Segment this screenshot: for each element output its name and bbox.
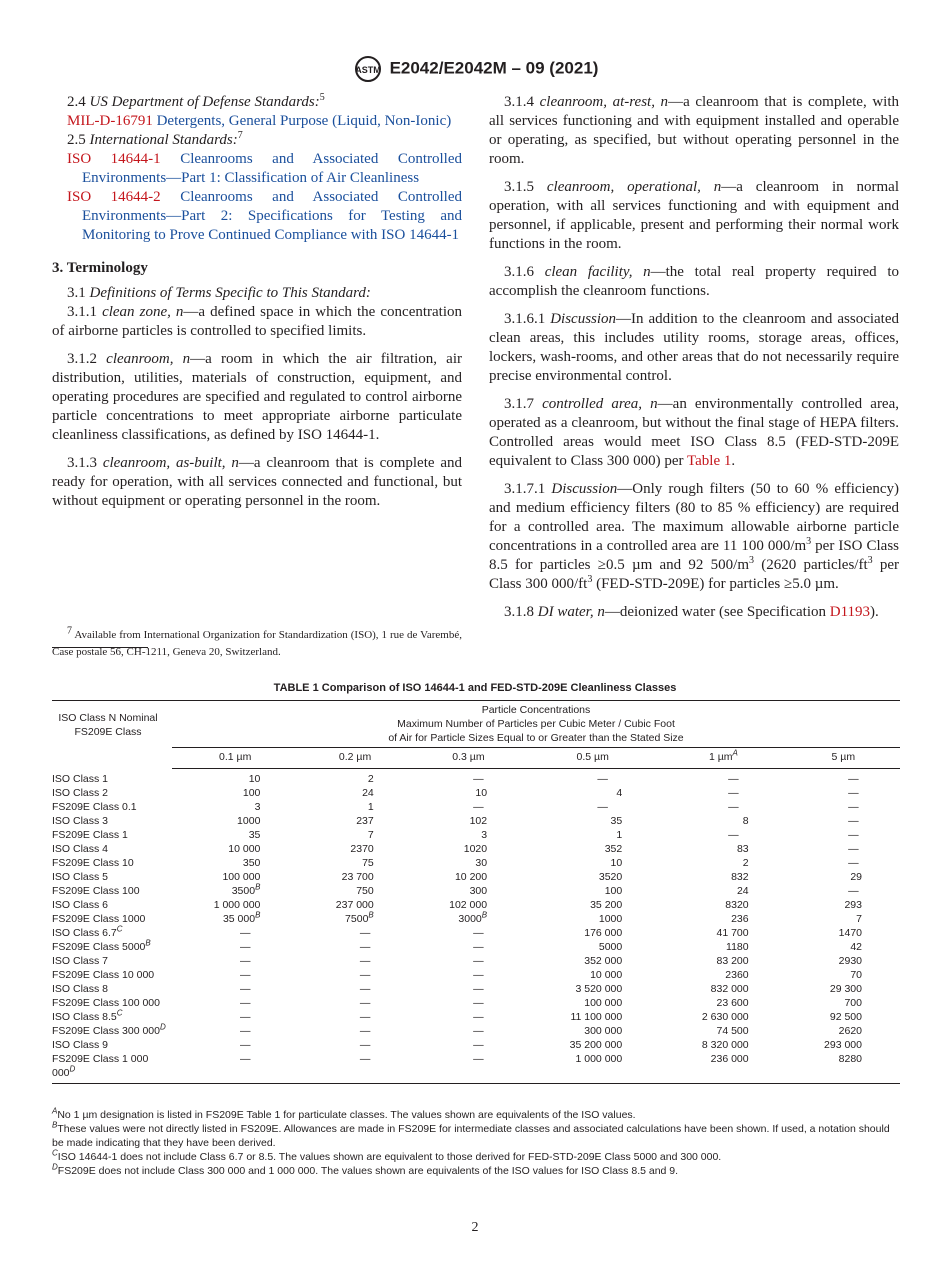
particle-count-cell: 41 700 <box>716 927 749 939</box>
table-1-link[interactable]: Table 1 <box>687 453 732 469</box>
discussion-3-1-6-1: 3.1.6.1 Discussion—In addition to the cleanroom and associated clean areas, this includes utility rooms, storage areas, offices, lockers, wash-rooms, and other areas that do not necessarily require precise environmental control. <box>489 311 900 384</box>
particle-count-cell: 8 <box>742 815 749 827</box>
ref-code[interactable]: MIL-D-16791 <box>67 113 153 129</box>
particle-count-cell: 92 500 <box>829 1011 862 1023</box>
table-row <box>52 968 900 982</box>
left-column <box>52 93 462 511</box>
particle-count-cell: 35 $000^B$ <box>222 910 261 925</box>
class-name-cell: ISO Class 8 <box>52 983 109 995</box>
footnote-7: $^7$ Available from International Organization for Standardization (ISO), 1 rue de Varembé, Case postale 56, CH-1211, Geneva 20, Switzerland. <box>52 625 462 658</box>
table-title: TABLE 1 Comparison of ISO 14644-1 and FED-STD-209E Cleanliness Classes <box>273 682 677 694</box>
discussion-3-1-7-1: 3.1.7.1 Discussion—Only rough filters (50 to 60 % efficiency) and medium efficiency filters (80 to 85 % efficiency) are required for a controlled area. The maximum allowable airborne particle concentrations in a controlled area are 11 100 $000/m^3$ per ISO Class 8.5 for particles ≥0.5 µm and 92 $500/m^3$ (2620 particles/$ft^3$ per Class 300 $000/ft^3$ (FED-STD-209E) for particles ≥5.0 µm. <box>489 481 899 592</box>
particle-count-cell: 7 <box>367 829 374 841</box>
particle-count-cell: 8280 <box>838 1053 862 1065</box>
class-name-cell: FS209E Class 1 000 $000^D$ <box>52 1053 149 1079</box>
particle-size-header: 0.5 µm <box>525 748 660 769</box>
particle-count-cell: 35 200 000 <box>569 1039 623 1051</box>
particle-count-cell: — <box>239 983 251 995</box>
particle-count-cell: — <box>473 955 484 967</box>
particle-count-cell: 293 000 <box>824 1039 862 1051</box>
particle-size-header: 0.2 µm <box>298 748 411 769</box>
ref-title[interactable]: Detergents, General Purpose (Liquid, Non-Ionic) <box>156 113 452 129</box>
table-row <box>52 898 900 912</box>
column-group-header: Particle Concentrations Maximum Number of Particles per Cubic Meter / Cubic Foot of Air for Particle Sizes Equal to or Greater than the Stated Size <box>172 701 900 748</box>
table-row <box>52 800 900 814</box>
table-row <box>52 982 900 996</box>
particle-count-cell: — <box>728 773 739 785</box>
class-name-cell: ISO Class 2 <box>52 787 109 799</box>
particle-count-cell: 74 500 <box>716 1025 749 1037</box>
table-row <box>52 769 900 787</box>
ref-mil-d-16791[interactable] <box>52 112 462 131</box>
particle-count-cell: 750 <box>356 885 374 897</box>
particle-count-cell: 1000 <box>237 815 261 827</box>
particle-count-cell: 100 <box>604 885 623 897</box>
particle-count-cell: 83 <box>736 843 749 855</box>
particle-count-cell: 293 <box>844 899 862 911</box>
class-name-cell: ISO Class 7 <box>52 955 109 967</box>
particle-count-cell: 42 <box>850 941 862 953</box>
table-row <box>52 912 900 926</box>
class-name-cell: ISO Class 6 <box>52 899 109 911</box>
particle-count-cell: — <box>848 773 859 785</box>
class-name-cell: FS209E Class 1 <box>52 829 128 841</box>
table-row <box>52 1024 900 1038</box>
definition-3-1-6: 3.1.6 clean facility, n—the total real property required to accomplish the cleanroom functions. <box>489 264 900 299</box>
particle-count-cell: 5000 <box>598 941 623 953</box>
particle-size-header: 0.3 µm <box>412 748 525 769</box>
particle-count-cell: 23 600 <box>716 997 749 1009</box>
particle-count-cell: — <box>473 983 484 995</box>
particle-count-cell: 2360 <box>725 969 749 981</box>
particle-count-cell: 3 <box>481 829 488 841</box>
table-row <box>52 926 900 940</box>
particle-count-cell: — <box>473 801 484 813</box>
svg-text:ASTM: ASTM <box>354 65 381 75</box>
definition-3-1-7: 3.1.7 controlled area, n—an environmentally controlled area, operated as a cleanroom, but without the final stage of HEPA filters. Controlled areas would meet ISO Class 8.5 (FED-STD-209E equivalent to Class 300 000) per Table 1. <box>489 396 900 469</box>
particle-count-cell: 1180 <box>726 941 749 953</box>
particle-size-header: 5 µm <box>787 748 900 769</box>
particle-count-cell: $7500^B$ <box>345 910 374 925</box>
section-3-1: 3.1 Definitions of Terms Specific to This Standard: <box>67 285 371 301</box>
particle-count-cell: 236 <box>731 913 749 925</box>
class-name-cell: ISO Class 9 <box>52 1039 109 1051</box>
particle-count-cell: 2620 <box>838 1025 862 1037</box>
particle-count-cell: 10 <box>610 857 623 869</box>
table-footnote: $^B$These values were not directly listed in FS209E. Allowances are made in FS209E for intermediate classes and associated calculations have been shown. If used, a notation should be made indicating that they have been derived. <box>52 1120 890 1149</box>
particle-count-cell: — <box>359 1053 371 1065</box>
particle-count-cell: — <box>848 857 859 869</box>
particle-count-cell: 176 000 <box>584 927 623 939</box>
class-name-cell: FS209E Class 10 000 <box>52 969 155 981</box>
table-row <box>52 954 900 968</box>
particle-count-cell: 2 630 000 <box>701 1011 749 1023</box>
definition-3-1-5: 3.1.5 cleanroom, operational, n—a cleanroom in normal operation, with all services functioning and with equipment and personnel, if applicable, present and performing their normal work functions in the room. <box>489 179 900 252</box>
particle-count-cell: — <box>239 1039 251 1051</box>
particle-count-cell: 24 <box>362 787 374 799</box>
particle-count-cell: — <box>473 941 484 953</box>
particle-count-cell: 1000 <box>598 913 623 925</box>
ref-iso-14644-1[interactable] <box>52 150 462 188</box>
particle-count-cell: 23 700 <box>341 871 374 883</box>
particle-count-cell: 29 300 <box>829 983 862 995</box>
particle-size-header: 1 µm$^A$ <box>660 748 786 769</box>
particle-count-cell: 35 200 <box>590 899 623 911</box>
particle-count-cell: 35 <box>248 829 261 841</box>
particle-count-cell: 2370 <box>350 843 374 855</box>
particle-count-cell: — <box>473 1053 484 1065</box>
particle-count-cell: — <box>359 983 371 995</box>
ref-title[interactable]: Cleanrooms and Associated Controlled Environments—Part 2: Specifications for Testing and Monitoring to Prove Continued Compliance with ISO 14644-1 <box>82 189 462 243</box>
particle-count-cell: — <box>359 969 371 981</box>
particle-count-cell: 11 100 000 <box>570 1011 623 1023</box>
particle-count-cell: 1 <box>367 801 374 813</box>
particle-count-cell: 1 <box>616 829 623 841</box>
particle-count-cell: — <box>473 997 484 1009</box>
particle-count-cell: — <box>597 773 608 785</box>
class-name-cell: FS209E Class 100 <box>52 885 140 897</box>
particle-count-cell: — <box>473 1039 484 1051</box>
right-column <box>489 93 899 622</box>
table-footnote: $^C$ISO 14644-1 does not include Class 6.7 or 8.5. The values shown are equivalent to those derived for FED-STD-209E Class 5000 and 300 000. <box>52 1148 722 1163</box>
definition-3-1-1: 3.1.1 clean zone, n—a defined space in which the concentration of airborne particles is controlled to specified limits. <box>52 304 463 339</box>
particle-count-cell: — <box>239 1011 251 1023</box>
particle-count-cell: 1 000 000 <box>575 1053 623 1065</box>
particle-count-cell: 10 200 <box>454 871 488 883</box>
particle-count-cell: — <box>359 1011 371 1023</box>
particle-count-cell: — <box>728 829 739 841</box>
particle-count-cell: 8 320 000 <box>701 1039 749 1051</box>
particle-count-cell: — <box>239 955 251 967</box>
particle-count-cell: 10 000 <box>228 843 261 855</box>
particle-count-cell: — <box>597 801 608 813</box>
class-name-cell: FS209E Class 100 000 <box>52 997 160 1009</box>
particle-count-cell: 30 <box>475 857 488 869</box>
particle-count-cell: — <box>239 997 251 1009</box>
definition-3-1-8: 3.1.8 DI water, n—deionized water (see Specification D1193). <box>504 604 879 620</box>
section-2-5: 2.5 International Standards:$^7$ <box>67 130 243 148</box>
table-row <box>52 856 900 870</box>
particle-count-cell: 352 <box>604 843 623 855</box>
particle-count-cell: — <box>848 801 859 813</box>
particle-count-cell: — <box>473 773 484 785</box>
particle-count-cell: — <box>473 927 484 939</box>
table-footnote: $^A$No 1 µm designation is listed in FS209E Table 1 for particulate classes. The values shown are equivalents of the ISO values. <box>52 1106 636 1121</box>
class-name-cell: FS209E Class 10 <box>52 857 134 869</box>
particle-count-cell: — <box>359 927 371 939</box>
definition-3-1-2: 3.1.2 cleanroom, n—a room in which the air filtration, air distribution, utilities, materials of construction, equipment, and operating procedures are specified and regulated to control airborne particle concentrations to meet appropriate airborne particulate cleanliness classifications, as defined by ISO 14644-1. <box>52 351 462 443</box>
particle-count-cell: 3 520 000 <box>575 983 623 995</box>
particle-count-cell: 100 000 <box>222 871 261 883</box>
table-row <box>52 996 900 1010</box>
particle-count-cell: 102 000 <box>449 899 488 911</box>
class-name-cell: FS209E Class 0.1 <box>52 801 137 813</box>
particle-count-cell: 1470 <box>838 927 862 939</box>
particle-count-cell: 100 000 <box>584 997 623 1009</box>
particle-count-cell: — <box>473 1025 484 1037</box>
particle-count-cell: 3520 <box>598 871 623 883</box>
table-row <box>52 814 900 828</box>
particle-count-cell: — <box>239 927 251 939</box>
particle-count-cell: 102 <box>469 815 488 827</box>
particle-count-cell: — <box>473 969 484 981</box>
class-name-cell: ISO Class 4 <box>52 843 109 855</box>
particle-count-cell: — <box>239 1053 251 1065</box>
particle-count-cell: 75 <box>362 857 374 869</box>
document-designation: E2042/E2042M – 09 (2021) <box>389 58 599 78</box>
page-number: 2 <box>471 1220 479 1235</box>
class-name-cell: FS209E Class $5000^B$ <box>52 938 151 953</box>
particle-count-cell: — <box>239 1025 251 1037</box>
particle-count-cell: 70 <box>850 969 862 981</box>
ref-title[interactable]: Cleanrooms and Associated Controlled Environments—Part 1: Classification of Air Cleanliness <box>82 151 462 186</box>
particle-count-cell: 10 <box>475 787 488 799</box>
table-row <box>52 842 900 856</box>
particle-count-cell: — <box>359 1025 371 1037</box>
d1193-link[interactable]: D1193 <box>829 604 871 620</box>
particle-count-cell: — <box>239 941 251 953</box>
ref-iso-14644-2[interactable] <box>52 188 462 245</box>
definition-3-1-4: 3.1.4 cleanroom, at-rest, n—a cleanroom that is complete, with all services functioning and with equipment installed and operable or operating, as specified, but without operating personnel in the room. <box>489 94 899 167</box>
class-name-cell: FS209E Class 1000 <box>52 913 146 925</box>
class-name-cell: ISO Class 3 <box>52 815 109 827</box>
particle-count-cell: — <box>848 829 859 841</box>
particle-count-cell: 832 000 <box>710 983 749 995</box>
particle-count-cell: — <box>359 955 371 967</box>
table-footnote: $^D$FS209E does not include Class 300 000 and 1 000 000. The values shown are equivalents of the ISO values for ISO Class 8.5 and 9. <box>52 1162 679 1177</box>
particle-count-cell: 1 000 000 <box>213 899 261 911</box>
particle-count-cell: 100 <box>242 787 261 799</box>
particle-count-cell: 237 000 <box>335 899 374 911</box>
particle-count-cell: — <box>848 885 859 897</box>
table-row <box>52 828 900 842</box>
definition-3-1-3: 3.1.3 cleanroom, as-built, n—a cleanroom that is complete and ready for operation, with all services connected and functional, but without equipment or operating personnel in the room. <box>52 455 463 509</box>
table-row <box>52 884 900 898</box>
particle-count-cell: 7 <box>856 913 862 925</box>
particle-count-cell: 35 <box>610 815 623 827</box>
class-name-cell: ISO Class 5 <box>52 871 109 883</box>
table-row <box>52 940 900 954</box>
particle-count-cell: — <box>848 815 859 827</box>
section-heading: 3. Terminology <box>52 260 148 276</box>
table-row <box>52 1010 900 1024</box>
table-row <box>52 870 900 884</box>
ref-code[interactable]: ISO 14644-2 <box>67 189 161 205</box>
table-row <box>52 1052 900 1084</box>
particle-count-cell: 10 000 <box>590 969 623 981</box>
particle-count-cell: 237 <box>356 815 374 827</box>
particle-count-cell: 29 <box>850 871 862 883</box>
particle-count-cell: 8320 <box>725 899 749 911</box>
particle-size-header: 0.1 µm <box>172 748 298 769</box>
particle-count-cell: — <box>359 941 371 953</box>
particle-count-cell: 236 000 <box>710 1053 749 1065</box>
particle-count-cell: — <box>239 969 251 981</box>
particle-count-cell: — <box>359 1039 371 1051</box>
particle-count-cell: 700 <box>844 997 862 1009</box>
particle-count-cell: 83 200 <box>716 955 749 967</box>
row-header: ISO Class N Nominal FS209E Class <box>58 712 158 738</box>
cleanliness-classes-table <box>52 700 900 1084</box>
particle-count-cell: 352 000 <box>584 955 623 967</box>
table-footnotes <box>52 1108 900 1178</box>
page-header <box>0 55 950 83</box>
table-row <box>52 1038 900 1052</box>
particle-count-cell: 300 <box>469 885 488 897</box>
class-name-cell: ISO Class $8.5^C$ <box>52 1008 123 1023</box>
particle-count-cell: — <box>728 787 739 799</box>
table-row <box>52 786 900 800</box>
particle-count-cell: 2 <box>742 857 749 869</box>
class-name-cell: FS209E Class 300 $000^D$ <box>52 1022 166 1037</box>
particle-count-cell: 832 <box>731 871 749 883</box>
particle-count-cell: — <box>848 787 859 799</box>
particle-count-cell: 300 000 <box>584 1025 623 1037</box>
particle-count-cell: — <box>359 997 371 1009</box>
particle-count-cell: 2 <box>367 773 374 785</box>
particle-count-cell: — <box>848 843 859 855</box>
particle-count-cell: 1020 <box>463 843 488 855</box>
particle-count-cell: 24 <box>736 885 749 897</box>
particle-count-cell: 3 <box>254 801 261 813</box>
astm-logo-icon <box>352 55 384 83</box>
ref-code[interactable]: ISO 14644-1 <box>67 151 161 167</box>
particle-count-cell: — <box>728 801 739 813</box>
particle-count-cell: $3000^B$ <box>458 910 488 925</box>
particle-count-cell: 4 <box>616 787 623 799</box>
section-2-4: 2.4 US Department of Defense Standards:$^5$ <box>67 92 325 110</box>
class-name-cell: ISO Class 1 <box>52 772 109 785</box>
class-name-cell: ISO Class $6.7^C$ <box>52 924 123 939</box>
particle-count-cell: 350 <box>242 857 261 869</box>
particle-count-cell: — <box>473 1011 484 1023</box>
particle-count-cell: 10 <box>248 773 261 785</box>
particle-count-cell: 2930 <box>838 955 862 967</box>
particle-count-cell: $3500^B$ <box>231 882 261 897</box>
